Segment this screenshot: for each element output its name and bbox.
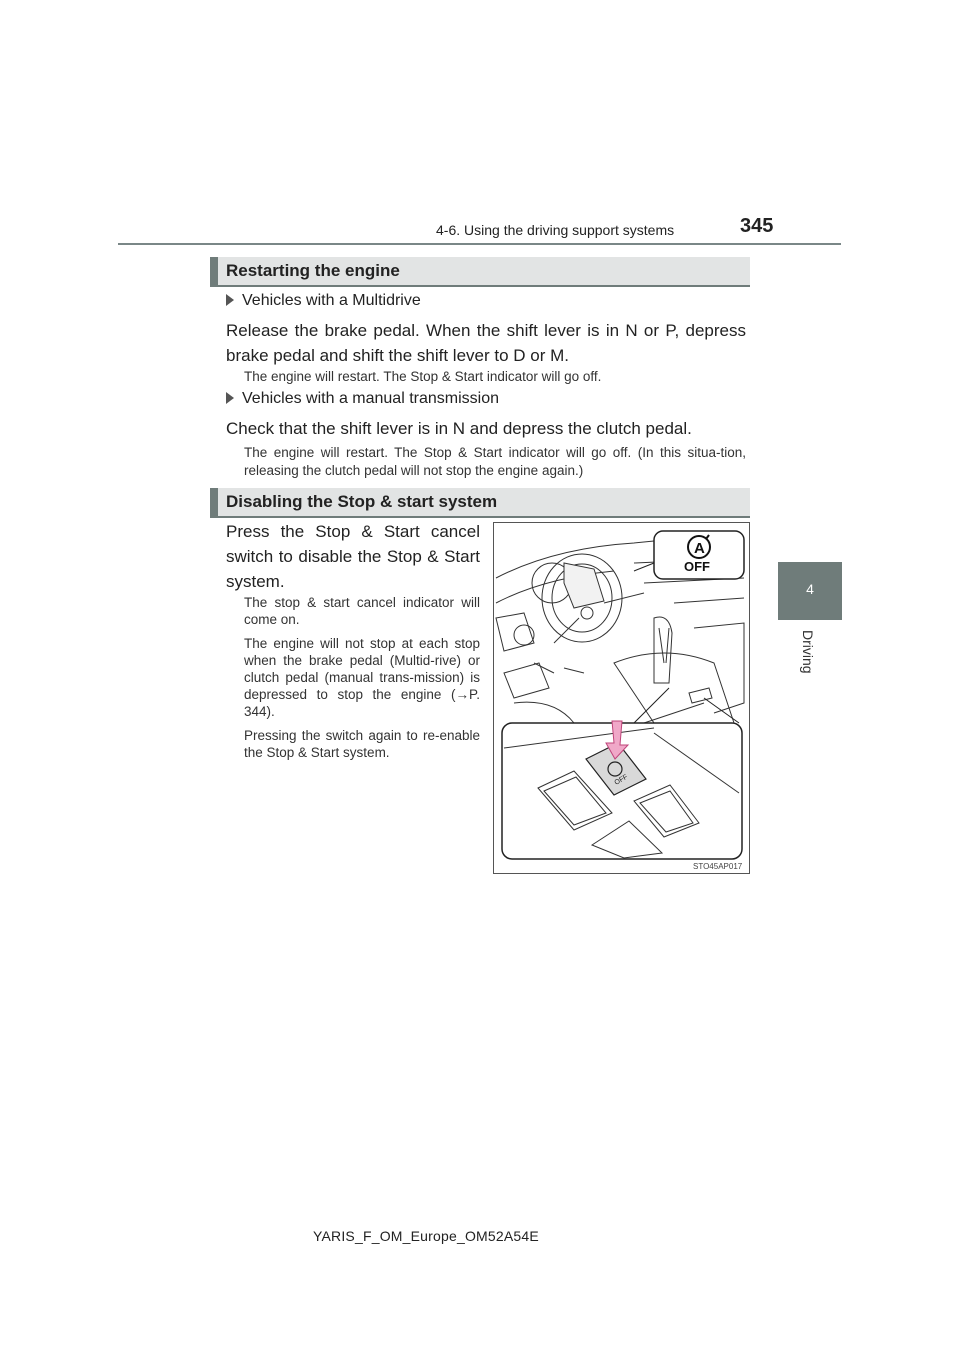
- dashboard-drawing: [494, 523, 749, 873]
- page-number: 345: [740, 215, 774, 237]
- note-indicator: The stop & start cancel indicator will come on.: [244, 595, 480, 627]
- dashboard-illustration: [493, 522, 750, 874]
- header-section-title: 4-6. Using the driving support systems: [436, 222, 675, 238]
- subheading-label: Vehicles with a manual transmission: [242, 390, 500, 407]
- header-rule: [118, 243, 841, 245]
- note-reenable: Pressing the switch again to re-enable the Stop & Start system.: [244, 728, 480, 760]
- document-id: YARIS_F_OM_Europe_OM52A54E: [313, 1228, 539, 1244]
- paragraph-manual: Check that the shift lever is in N and depress the clutch pedal.: [226, 419, 692, 438]
- triangle-bullet-icon: [226, 392, 234, 404]
- chapter-tab-label: Driving: [800, 630, 816, 674]
- section-title: Disabling the Stop & start system: [226, 492, 498, 511]
- section-title: Restarting the engine: [226, 261, 400, 280]
- subheading-label: Vehicles with a Multidrive: [242, 292, 421, 309]
- subheading-manual: [226, 390, 499, 408]
- note-manual: The engine will restart. The Stop & Start indicator will go off. (In this situa-tion, releasing the clutch pedal will not stop the engine again.): [244, 445, 746, 478]
- callout-letter: A: [694, 540, 705, 557]
- figure-code: STO45AP017: [693, 862, 743, 871]
- paragraph-multidrive: Release the brake pedal. When the shift lever is in N or P, depress brake pedal and shift the shift lever to D or M.: [226, 321, 746, 365]
- subheading-multidrive: [226, 292, 421, 310]
- callout-off-label: OFF: [684, 559, 710, 574]
- note-multidrive: The engine will restart. The Stop & Start indicator will go off.: [244, 369, 602, 384]
- chapter-tab-number: 4: [778, 562, 842, 620]
- section-heading-disabling: [210, 488, 750, 516]
- triangle-bullet-icon: [226, 294, 234, 306]
- section-heading-restarting: [210, 257, 750, 285]
- paragraph-disabling: Press the Stop & Start cancel switch to disable the Stop & Start system.: [226, 522, 480, 591]
- switch-off-label: OFF: [613, 773, 630, 787]
- note-engine: The engine will not stop at each stop when the brake pedal (Multid-rive) or clutch pedal (manual trans-mission) is depressed to stop the engine (→P. 344).: [244, 636, 480, 719]
